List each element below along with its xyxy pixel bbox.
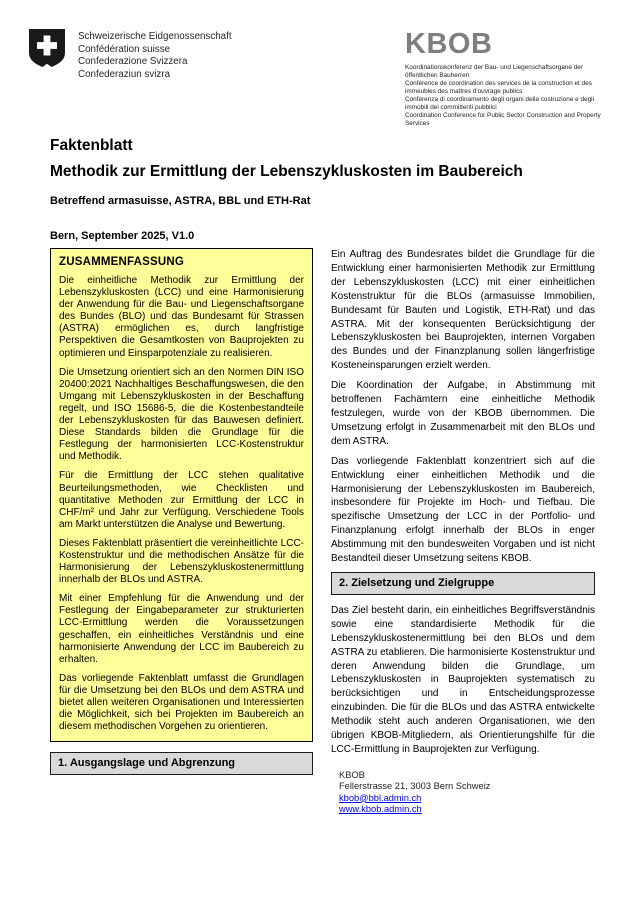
summary-paragraph: Die einheitliche Methodik zur Ermittlung der Lebenszykluskosten (LCC) und eine Harmonisierung der Anwendung für die Bau- und Liegenschaftsorgane des Bundes (BLO) und das Bundesamt für Strassen (ASTRA) ermöglichen es, durch langfristige Perspektiven die Gesamtkosten von Bauprojekten zu optimieren und Einsparpotenziale zu realisieren. [59, 275, 304, 359]
right-column [331, 248, 595, 816]
contact-website-link[interactable]: www.kbob.admin.ch [339, 804, 422, 815]
summary-paragraph: Das vorliegende Faktenblatt umfasst die Grundlagen für die Umsetzung bei den BLOs und dem ASTRA und bietet allen weiteren Organisationen und Interessierten die Möglichkeit, sich bei Projekten im Baubereich an diesem methodischen Vorgehen zu orientieren. [59, 672, 304, 733]
section-1-paragraph: Die Koordination der Aufgabe, in Abstimmung mit betroffenen Fachämtern eine einheitliche Methodik festzulegen, wurde von der KBOB übernommen. Die Umsetzung erfolgt in Zusammenarbeit mit den BLOs und dem ASTRA. [331, 380, 595, 447]
section-2-header: 2. Zielsetzung und Zielgruppe [331, 572, 595, 595]
section-1-paragraph: Das vorliegende Faktenblatt konzentriert sich auf die Entwicklung einer einheitlichen Methodik und die Harmonisierung der Lebenszykluskosten im Baubereich, insbesondere für Projekte im Hoch- und Tiefbau. Die spezifische Umsetzung der LCC in der Portfolio- und Finanzplanung erfolgt innerhalb der BLOs in enger Abstimmung mit den bundesweiten Vorgaben und ist nicht Bestandteil dieser Umsetzung seitens KBOB. [331, 455, 595, 565]
document-date-version: Bern, September 2025, V1.0 [50, 230, 195, 242]
swiss-logo-wordmark [78, 28, 232, 81]
document-type-label: Faktenblatt [50, 137, 133, 154]
body-columns [50, 248, 595, 816]
summary-paragraph: Für die Ermittlung der LCC stehen qualitative Beurteilungsmethoden, wie Checklisten und quantitative Methoden zur Ermittlung der LCC in CHF/m² und Jahr zur Verfügung. Verschiedene Tools am Markt unterstützen die Analyse und Bewertung. [59, 470, 304, 530]
swiss-federal-logo [27, 28, 232, 81]
left-column [50, 248, 313, 816]
summary-box [50, 248, 313, 742]
kbob-subtitle-fr: Conférence de coordination des services de la construction et des immeubles des maîtres d'ouvrage publics [405, 80, 592, 95]
swiss-logo-line-de: Schweizerische Eidgenossenschaft [78, 31, 232, 42]
kbob-logo-subtitle [405, 64, 610, 128]
contact-address: Fellerstrasse 21, 3003 Bern Schweiz [339, 781, 491, 792]
contact-email-link[interactable]: kbob@bbl.admin.ch [339, 792, 422, 803]
section-2-paragraph: Das Ziel besteht darin, ein einheitliches Begriffsverständnis sowie eine standardisierte Methodik für die Lebenszykluskostenermittlung bei den BLOs und dem ASTRA zu etablieren. Die harmonisierte Kostenstruktur und deren Anwendung bilden die Grundlage, um Lebenszykluskosten in Bauprojekten systematisch zu berücksichtigen und in Entscheidungsprozesse einzubinden. Die für die BLOs und das ASTRA entwickelte Methodik steht auch anderen Organisationen, wie den übrigen KBOB-Mitgliedern, als Orientierungshilfe für die LCC-Ermittlung in Bauprojekten zur Verfügung. [331, 604, 595, 755]
title-block [50, 137, 595, 242]
swiss-logo-line-rm: Confederaziun svizra [78, 68, 171, 80]
swiss-logo-line-it: Confederazione Svizzera [78, 56, 188, 68]
kbob-subtitle-de: Koordinationskonferenz der Bau- und Liegenschaftsorgane der öffentlichen Bauherren [405, 64, 583, 79]
summary-heading: ZUSAMMENFASSUNG [59, 256, 185, 268]
swiss-logo-line-fr: Confédération suisse [78, 43, 171, 55]
kbob-subtitle-it: Conferenza di coordinamento degli organi della costruzione e degli immobili dei committenti pubblici [405, 96, 594, 111]
summary-paragraph: Mit einer Empfehlung für die Anwendung und der Festlegung der Eingabeparameter zur strukturierten LCC-Ermittlung werden die Voraussetzungen geschaffen, ein einheitliches Verständnis und eine harmonisierte Anwendung der LCC im Baubereich zu erhalten. [59, 593, 304, 665]
section-1-paragraph: Ein Auftrag des Bundesrates bildet die Grundlage für die Entwicklung einer harmonisierten Methodik zur Ermittlung der Lebenszykluskosten (LCC) mit einer einheitlichen Kostenstruktur für die BLOs (armasuisse Immobilien, Bundesamt für Bauten und Logistik, ETH-Rat) und das ASTRA. Mit der konsequenten Berücksichtigung der Lebenszykluskosten bei Bauprojekten, internen Vorgaben des Bundes und der Finanzplanung sollen längerfristige Kosteneinsparungen erzielt werden. [331, 249, 595, 372]
document-title: Methodik zur Ermittlung der Lebenszykluskosten im Baubereich [50, 163, 523, 180]
contact-footer [331, 770, 595, 816]
section-1-header: 1. Ausgangslage und Abgrenzung [50, 752, 313, 775]
summary-paragraph: Die Umsetzung orientiert sich an den Normen DIN ISO 20400:2021 Nachhaltiges Beschaffungswesen, die den Umgang mit Lebenszykluskosten in der Beschaffung regelt, und ISO 15686-5, die die Kostenbestandteile der Lebenszykluskosten für das Bauwesen definiert. Diese Standards bilden die Grundlage für die Festlegung der harmonisierten LCC-Kostenstruktur und Methodik. [59, 366, 304, 463]
summary-paragraph: Dieses Faktenblatt präsentiert die vereinheitlichte LCC-Kostenstruktur und die methodischen Ansätze für die Harmonisierung der Lebenszykluskostenermittlung innerhalb der BLOs und ASTRA. [59, 537, 304, 586]
kbob-logo-title: KBOB [405, 28, 493, 60]
swiss-shield-icon [27, 28, 67, 68]
contact-org: KBOB [339, 769, 365, 780]
kbob-subtitle-en: Coordination Conference for Public Sector Construction and Property Services [405, 112, 601, 127]
kbob-logo [405, 30, 610, 128]
document-subtitle: Betreffend armasuisse, ASTRA, BBL und ETH-Rat [50, 195, 311, 207]
